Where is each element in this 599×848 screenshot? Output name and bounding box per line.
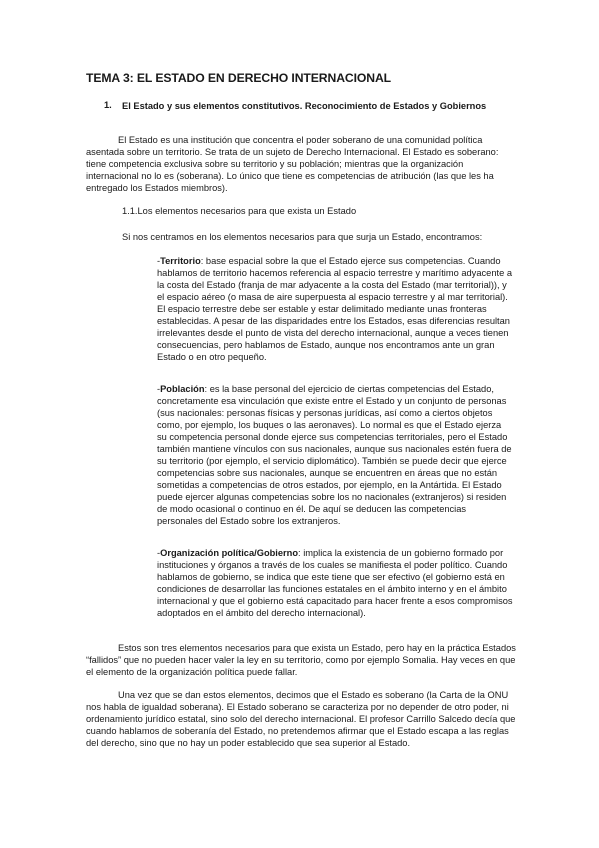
section-number: 1.	[104, 100, 112, 110]
subsection-heading: 1.1.Los elementos necesarios para que exista un Estado	[122, 206, 357, 216]
element-prefix: -	[157, 256, 161, 266]
element-prefix: -	[157, 548, 161, 558]
soberano-paragraph: Una vez que se dan estos elementos, decimos que el Estado es soberano (la Carta de la ONU nos habla de igualdad soberana). El Estado soberano se caracteriza por no depender de otro poder, ni ordenamiento jurídico estatal, sino solo del derecho internacional. El profesor Carrillo Salcedo decía que cuando hablamos de soberanía del Estado, no pretendemos afirmar que el Estado escapa a las reglas del derecho, sino que no hay un poder establecido que sea superior al Estado.	[86, 690, 516, 748]
element-text: : implica la existencia de un gobierno formado por instituciones y órganos a través de los cuales se manifiesta el poder político. Cuando hablamos de gobierno, se indica que este tiene que ser efectivo (el gobierno está en condiciones de desarrollar las funciones estatales en el ámbito interno y en el ámbito internacional y que el gobierno está capacitado para hacer frente a esos compromisos adoptados en el ámbito del derecho internacional).	[157, 548, 513, 618]
lead-paragraph: Si nos centramos en los elementos necesarios para que surja un Estado, encontramos:	[122, 232, 483, 242]
page-title: TEMA 3: EL ESTADO EN DERECHO INTERNACIONAL	[86, 71, 392, 85]
element-territorio	[157, 255, 513, 363]
element-organizacion	[157, 547, 513, 619]
element-text: : es la base personal del ejercicio de ciertas competencias del Estado, concretamente esa vinculación que existe entre el Estado y un conjunto de personas (sus nacionales: personas físicas y personas jurídicas, así como a ciertos objetos como, por ejemplo, los buques o las aeronaves). Lo normal es que el Estado ejerza su competencia personal donde ejerce sus competencias territoriales, pero el Estado también mantiene vínculos con sus nacionales, aunque sus nacionales estén fuera de su territorio (por ejemplo, el servicio diplomático). También se puede decir que ejerce competencias sobre sus nacionales, aunque se encuentren en áreas que no están sometidas a competencias de otros estados, por ejemplo, en la Antártida. El Estado puede ejercer algunas competencias sobre los no nacionales (extranjeros) si residen de modo ocasional o continuo en él. De aquí se deducen las competencias personales del Estado sobre los extranjeros.	[157, 384, 512, 526]
section-title: El Estado y sus elementos constitutivos. Reconocimiento de Estados y Gobiernos	[122, 101, 487, 111]
element-term: Población	[160, 384, 205, 394]
element-text: : base espacial sobre la que el Estado ejerce sus competencias. Cuando hablamos de territorio hacemos referencia al espacio terrestre y marítimo adyacente a la costa del Estado (franja de mar adyacente a la costa del Estado (mar territorial)), y el espacio aéreo (o masa de aire superpuesta al espacio terrestre y al mar territorial). El espacio terrestre debe ser estable y estar delimitado mediante unas fronteras establecidas. A pesar de las disparidades entre los Estados, esas diferencias resultan irrelevantes desde el punto de vista del derecho internacional, aunque a veces tienen consecuencias, pero hablamos de Estado, aunque nos encontramos ante un gran Estado o en otro pequeño.	[157, 256, 512, 362]
fallidos-paragraph: Estos son tres elementos necesarios para que exista un Estado, pero hay en la práctica Estados “fallidos” que no pueden hacer valer la ley en su territorio, como por ejemplo Somalia. Hay veces en que el elemento de la organización política puede fallar.	[86, 643, 516, 677]
intro-paragraph: El Estado es una institución que concentra el poder soberano de una comunidad política asentada sobre un territorio. Se trata de un sujeto de Derecho Internacional. El Estado es soberano: tiene competencia exclusiva sobre su territorio y su población; mientras que la organización internacional no lo es (soberana). Lo único que tiene es competencias de atribución (las que les ha entregado los Estados miembros).	[86, 135, 499, 193]
element-poblacion	[157, 383, 513, 527]
element-term: Territorio	[160, 256, 201, 266]
element-term: Organización política/Gobierno	[160, 548, 299, 558]
element-prefix: -	[157, 384, 161, 394]
